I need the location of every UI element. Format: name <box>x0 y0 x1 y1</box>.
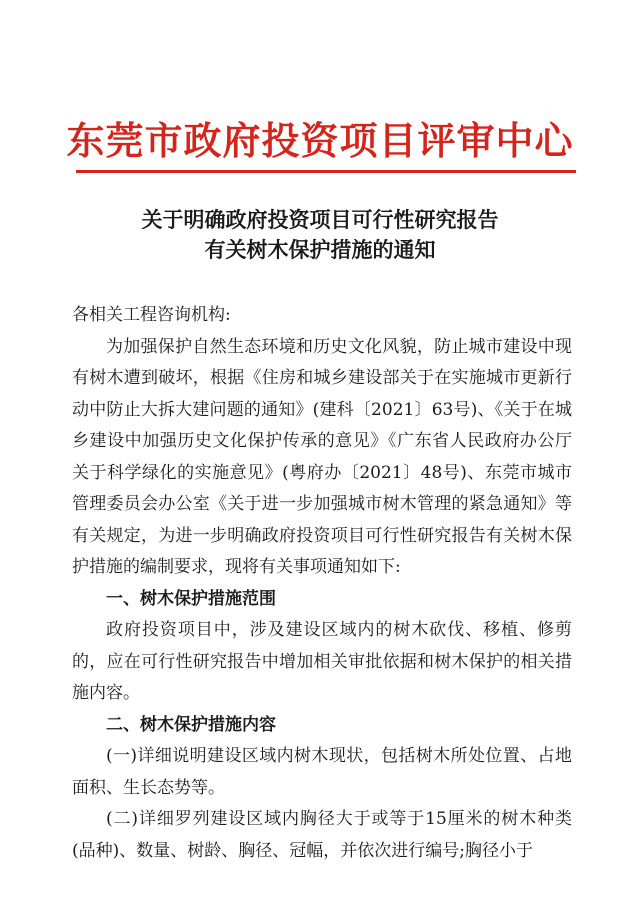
notice-title-line1: 关于明确政府投资项目可行性研究报告 <box>141 207 499 232</box>
intro-paragraph: 为加强保护自然生态环境和历史文化风貌，防止城市建设中现有树木遭到破坏，根据《住房和城乡建设部关于在实施城市更新行动中防止大拆大建问题的通知》(建科〔2021〕63号)、《关于在城乡建设中加强历史文化保护传承的意见》《广东省人民政府办公厅关于科学绿化的实施意见》(粤府办〔2021〕48号)、东莞市城市管理委员会办公室《关于进一步加强城市树木管理的紧急通知》等有关规定，为进一步明确政府投资项目可行性研究报告有关树木保护措施的编制要求，现将有关事项通知如下: <box>72 336 572 577</box>
org-header: 东莞市政府投资项目评审中心 <box>66 118 574 163</box>
notice-title-line2: 有关树木保护措施的通知 <box>204 237 436 262</box>
salutation: 各相关工程咨询机构: <box>72 305 231 325</box>
section2-item1: (一)详细说明建设区域内树木现状，包括树木所处位置、占地面积、生长态势等。 <box>72 746 572 798</box>
section1-paragraph: 政府投资项目中，涉及建设区域内的树木砍伐、移植、修剪的，应在可行性研究报告中增加相关审批依据和树木保护的相关措施内容。 <box>72 620 572 703</box>
section2-heading: 二、树木保护措施内容 <box>106 714 276 735</box>
notice-body <box>72 300 572 867</box>
section1-heading: 一、树木保护措施范围 <box>106 588 276 609</box>
section2-item2: (二)详细罗列建设区域内胸径大于或等于15厘米的树木种类(品种)、数量、树龄、胸径、冠幅，并依次进行编号;胸径小于 <box>72 809 572 861</box>
header-divider-line <box>76 170 576 173</box>
notice-title <box>0 205 640 265</box>
